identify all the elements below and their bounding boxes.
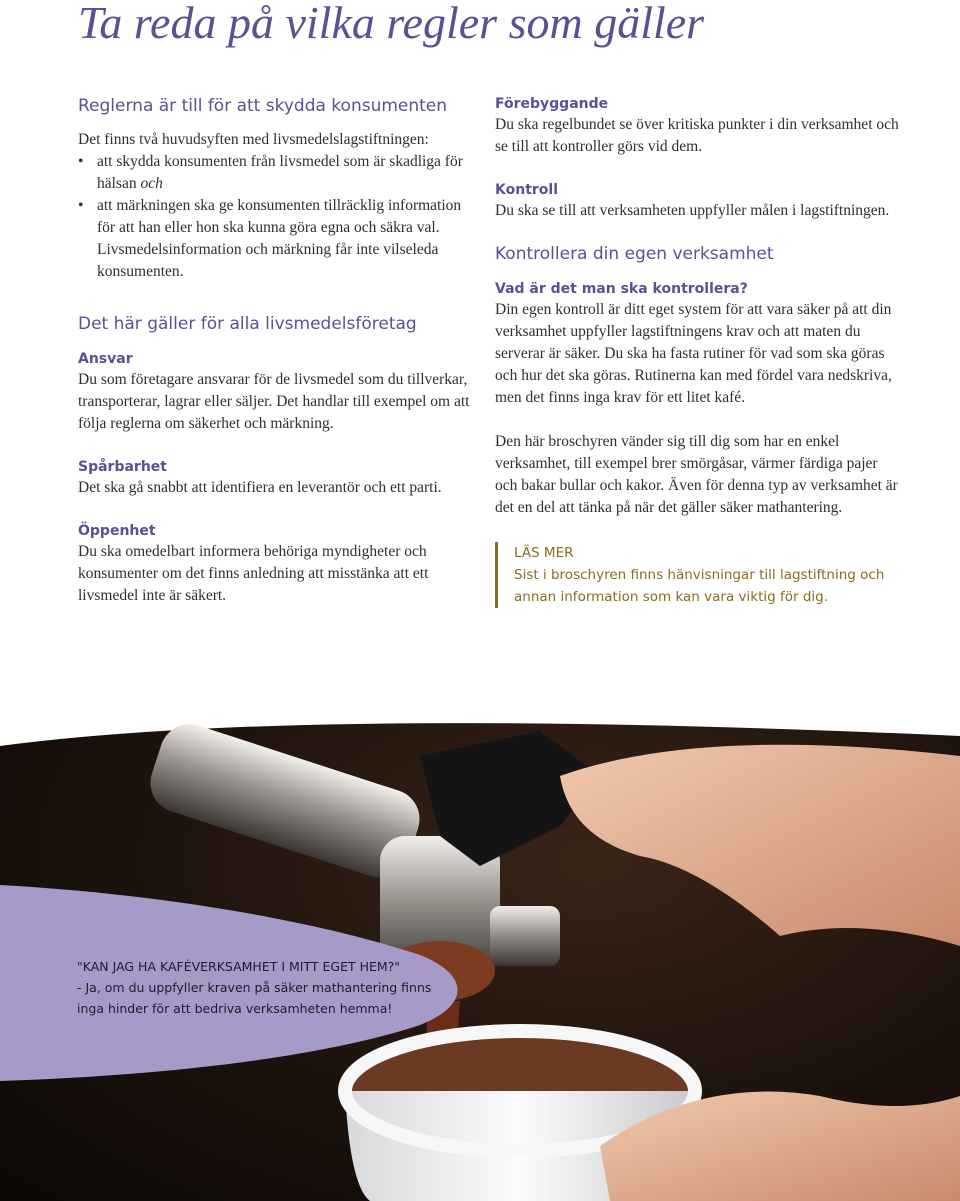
purpose-intro: Det finns två huvudsyften med livsmedelslagstiftningen:: [78, 131, 429, 148]
bullet-icon: •: [78, 197, 84, 214]
read-more-text: Sist i broschyren finns hänvisningar till lagstiftning och annan information som kan vara viktig för dig.: [514, 567, 885, 605]
purpose-bullet-1-text: att skydda konsumenten från livsmedel som är skadliga för hälsan: [97, 153, 463, 192]
callout-answer: - Ja, om du uppfyller kraven på säker mathantering finns inga hinder för att bedriva verksamheten hemma!: [77, 980, 432, 1016]
read-more-label: LÄS MER: [514, 545, 574, 561]
subheading-forebyggande: Förebyggande: [495, 96, 609, 112]
callout-text: [77, 956, 457, 1019]
section-heading-all-companies: Det här gäller för alla livsmedelsföretag: [78, 314, 417, 334]
subheading-what-to-control: Vad är det man ska kontrollera?: [495, 281, 748, 297]
text-ansvar: Du som företagare ansvarar för de livsmedel som du tillverkar, transporterar, lagrar eller säljer. Det handlar till exempel om att följa reglerna om säkerhet och märkning.: [78, 371, 470, 432]
text-brochure-audience: Den här broschyren vänder sig till dig som har en enkel verksamhet, till exempel brer smörgåsar, värmer färdiga pajer och bakar bullar och kakor. Även för denna typ av verksamhet är det en del att tänka på när det gäller säker mathantering.: [495, 433, 898, 516]
text-kontroll: Du ska se till att verksamheten uppfyller målen i lagstiftningen.: [495, 202, 890, 219]
purpose-bullet-2: [78, 195, 478, 283]
purpose-bullet-2-text: att märkningen ska ge konsumenten tillräcklig information för att han eller hon ska kunna göra egna och säkra val. Livsmedelsinformation och märkning får inte vilseleda konsumenten.: [97, 197, 462, 280]
right-column: [495, 94, 900, 608]
page-title: Ta reda på vilka regler som gäller: [78, 0, 705, 48]
bullet-icon: •: [78, 153, 84, 170]
text-own-control: Din egen kontroll är ditt eget system för att vara säker på att din verksamhet uppfyller lagstiftningens krav och att maten du serverar är säker. Du ska ha fasta rutiner för vad som ska göras och hur det ska göras. Rutinerna kan med fördel vara nedskriva, men det finns inga krav för ett litet kafé.: [495, 301, 892, 406]
purpose-bullet-list: [78, 151, 478, 283]
text-sparbarhet: Det ska gå snabbt att identifiera en leverantör och ett parti.: [78, 479, 442, 496]
subheading-kontroll: Kontroll: [495, 182, 558, 198]
text-forebyggande: Du ska regelbundet se över kritiska punkter i din verksamhet och se till att kontroller görs vid dem.: [495, 116, 899, 155]
purpose-bullet-1: [78, 151, 478, 195]
purpose-bullet-1-emphasis: och: [140, 175, 163, 192]
section-heading-purpose: Reglerna är till för att skydda konsumenten: [78, 96, 448, 116]
section-heading-own-control: Kontrollera din egen verksamhet: [495, 244, 774, 264]
left-column: [78, 94, 478, 607]
read-more-box: [495, 542, 900, 608]
subheading-ansvar: Ansvar: [78, 351, 133, 367]
subheading-sparbarhet: Spårbarhet: [78, 459, 167, 475]
text-oppenhet: Du ska omedelbart informera behöriga myndigheter och konsumenter om det finns anledning att misstänka att ett livsmedel inte är säkert.: [78, 543, 429, 604]
subheading-oppenhet: Öppenhet: [78, 523, 156, 539]
callout-question: "KAN JAG HA KAFÉVERKSAMHET I MITT EGET HEM?": [77, 959, 401, 974]
